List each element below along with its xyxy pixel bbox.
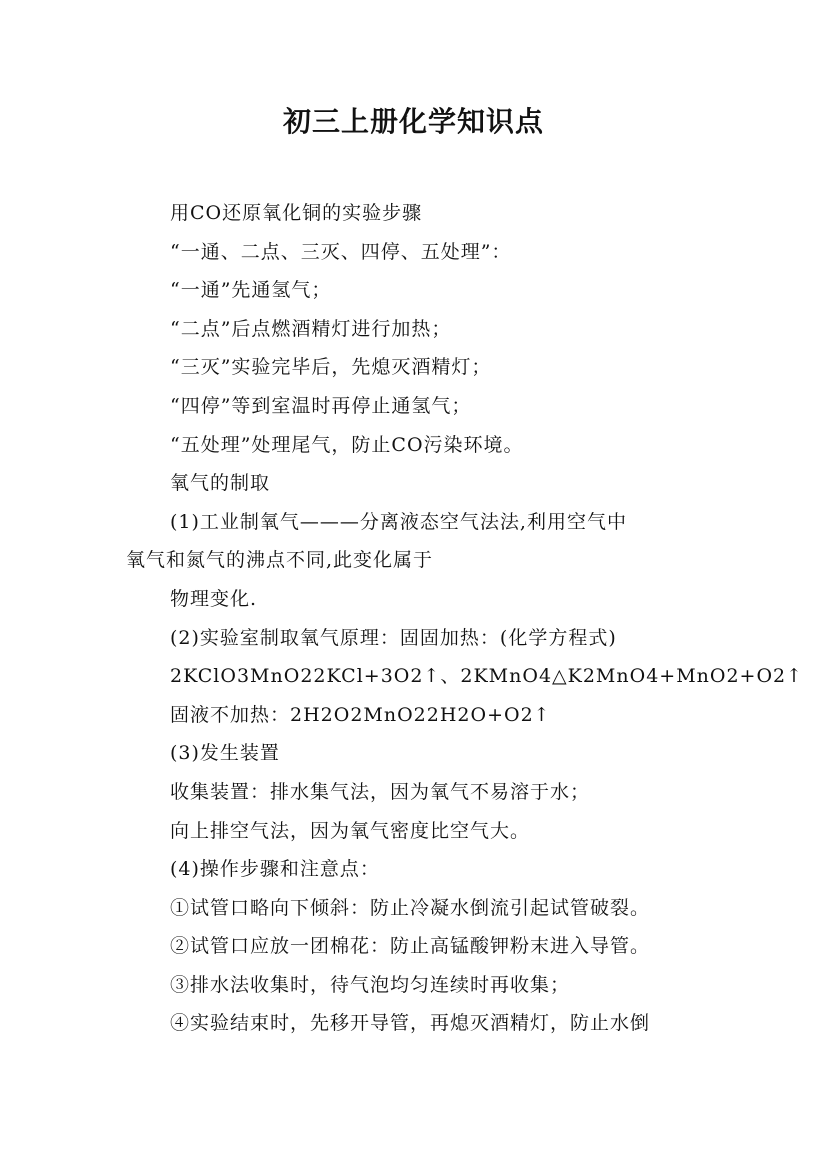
paragraph-line: “一通、二点、三灭、四停、五处理”： [170,240,512,263]
page-title: 初三上册化学知识点 [282,105,544,138]
list-item: ③排水法收集时，待气泡均匀连续时再收集； [170,973,571,996]
paragraph-line: “四停”等到室温时再停止通氢气； [170,394,472,417]
paragraph-line: (1)工业制氧气———分离液态空气法法,利用空气中 [170,510,627,533]
paragraph-line: 向上排空气法，因为氧气密度比空气大。 [170,819,531,842]
document-body [126,194,804,1043]
paragraph-line: (2)实验室制取氧气原理：固固加热：(化学方程式) [170,626,617,649]
list-item: ①试管口略向下倾斜：防止冷凝水倒流引起试管破裂。 [170,896,651,919]
paragraph-line: “一通”先通氢气； [170,279,332,302]
paragraph-line: 氧气和氮气的沸点不同,此变化属于 [126,549,434,572]
equation-line: 固液不加热：2H2O2MnO22H2O+O2↑ [170,703,551,726]
section-heading: 氧气的制取 [170,472,271,495]
paragraph-line: “五处理”处理尾气，防止CO污染环境。 [170,433,524,456]
paragraph-line: “三灭”实验完毕后，先熄灭酒精灯； [170,356,492,379]
equation-line: 2KClO3MnO22KCl+3O2↑、2KMnO4△K2MnO4+MnO2+O2↑ [170,665,804,688]
paragraph-line: (3)发生装置 [170,742,280,765]
paragraph-line: (4)操作步骤和注意点： [170,858,380,881]
paragraph-line: 物理变化. [170,587,258,610]
paragraph-line: “二点”后点燃酒精灯进行加热； [170,317,452,340]
list-item: ④实验结束时，先移开导管，再熄灭酒精灯，防止水倒 [170,1012,651,1035]
paragraph-line: 收集装置：排水集气法，因为氧气不易溶于水； [170,780,591,803]
paragraph-line: 用CO还原氧化铜的实验步骤 [170,202,423,224]
list-item: ②试管口应放一团棉花：防止高锰酸钾粉末进入导管。 [170,935,651,958]
